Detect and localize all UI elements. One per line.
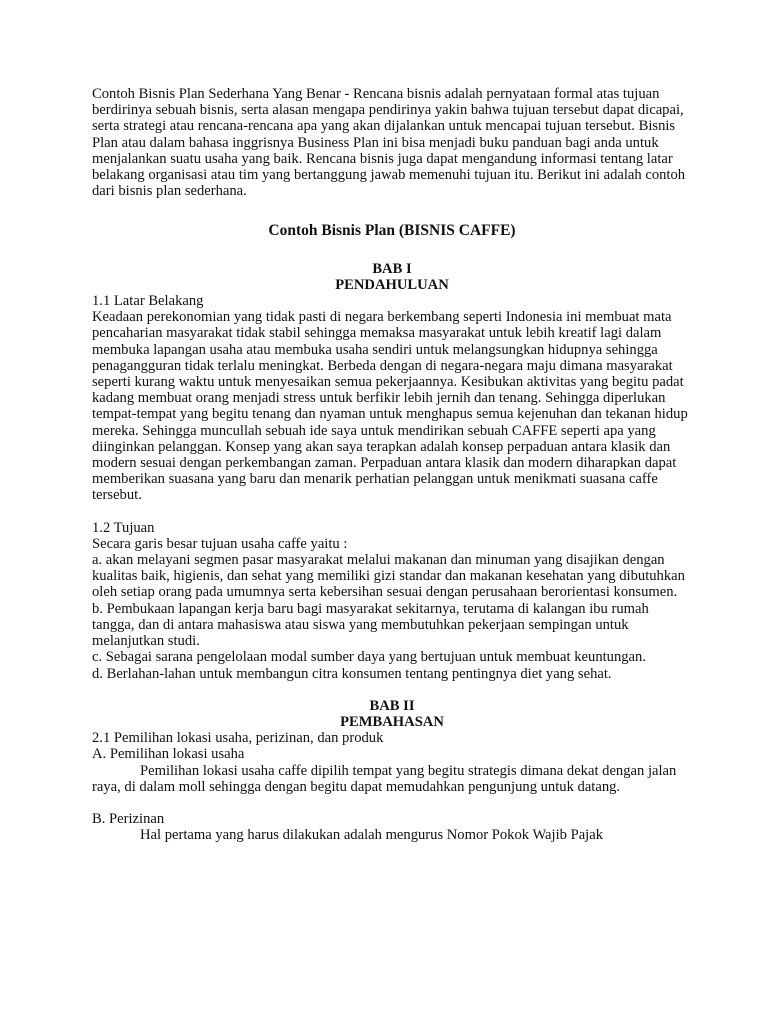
- list-item-c: c. Sebagai sarana pengelolaan modal sumber daya yang bertujuan untuk membuat keuntungan.: [92, 649, 646, 666]
- subsection-a-text: Pemilihan lokasi usaha caffe dipilih tempat yang begitu strategis dimana dekat dengan jalan raya, di dalam moll sehingga dengan begitu dapat memudahkan pengunjung untuk datang.: [92, 762, 677, 795]
- bab1-label: BAB I: [372, 260, 412, 277]
- bab2-label: BAB II: [369, 697, 415, 714]
- list-item-d: d. Berlahan-lahan untuk membangun citra konsumen tentang pentingnya diet yang sehat.: [92, 665, 612, 682]
- bab2-title: PEMBAHASAN: [340, 713, 444, 730]
- intro-paragraph: Contoh Bisnis Plan Sederhana Yang Benar - Rencana bisnis adalah pernyataan formal atas tujuan berdirinya sebuah bisnis, serta alasan mengapa pendirinya yakin bahwa tujuan tersebut dapat dicapai, serta strategi atau rencana-rencana apa yang akan dijalankan untuk mencapai tujuan tersebut. Bisnis Plan atau dalam bahasa inggrisnya Business Plan ini bisa menjadi buku panduan bagi anda untuk menjalankan suatu usaha yang baik. Rencana bisnis juga dapat mengandung informasi tentang latar belakang organisasi atau tim yang bertanggung jawab memenuhi tujuan itu. Berikut ini adalah contoh dari bisnis plan sederhana.: [92, 86, 686, 200]
- list-item-a: a. akan melayani segmen pasar masyarakat melalui makanan dan minuman yang disajikan dengan kualitas baik, higienis, dan sehat yang memiliki gizi standar dan makanan kesehatan yang dibutuhkan oleh setiap orang pada umumnya serta kebersihan sesuai dengan perusahaan berorientasi konsumen.: [92, 552, 685, 601]
- blank-line: [92, 682, 688, 698]
- subsection-b-text: Hal pertama yang harus dilakukan adalah mengurus Nomor Pokok Wajib Pajak: [140, 827, 604, 844]
- blank-line: [92, 504, 688, 520]
- list-item-b: b. Pembukaan lapangan kerja baru bagi masyarakat sekitarnya, terutama di kalangan ibu rumah tangga, dan di antara mahasiswa atau siswa yang membutuhkan pekerjaan sempingan untuk melanjutkan studi.: [92, 600, 649, 650]
- section-1-2-heading: 1.2 Tujuan: [92, 519, 155, 536]
- section-1-1-heading: 1.1 Latar Belakang: [92, 293, 204, 310]
- blank-line: [92, 795, 688, 811]
- bab1-title: PENDAHULUAN: [335, 276, 449, 293]
- subsection-b-heading: B. Perizinan: [92, 810, 165, 827]
- document-page: [92, 86, 688, 843]
- document-title: Contoh Bisnis Plan (BISNIS CAFFE): [268, 222, 516, 240]
- subsection-a-heading: A. Pemilihan lokasi usaha: [92, 746, 245, 763]
- section-2-1-heading: 2.1 Pemilihan lokasi usaha, perizinan, dan produk: [92, 730, 384, 747]
- section-1-2-intro: Secara garis besar tujuan usaha caffe yaitu :: [92, 535, 348, 552]
- section-1-1-text: Keadaan perekonomian yang tidak pasti di negara berkembang seperti Indonesia ini membuat mata pencaharian masyarakat tidak stabil sehingga memaksa masyarakat untuk lebih kreatif lagi dalam membuka lapangan usaha atau membuka usaha sendiri untuk melangsungkan hidupnya sehingga penagangguran tidak terlalu meningkat. Berbeda dengan di negara-negara maju dimana masyarakat seperti kurang waktu untuk menyesaikan semua pekerjaannya. Kesibukan aktivitas yang begitu padat kadang membuat orang menjadi stress untuk berfikir lebih jernih dan tenang. Sehingga diperlukan tempat-tempat yang begitu tenang dan nyaman untuk menghapus semua kejenuhan dan tekanan hidup mereka. Sehingga muncullah sebuah ide saya untuk mendirikan sebuah CAFFE seperti apa yang diinginkan pelanggan. Konsep yang akan saya terapkan adalah konsep perpaduan antara klasik dan modern sesuai dengan perkembangan zaman. Perpaduan antara klasik dan modern diharapkan dapat memberikan suasana yang baru dan menarik perhatian pelanggan untuk menikmati suasana caffe tersebut.: [92, 309, 688, 504]
